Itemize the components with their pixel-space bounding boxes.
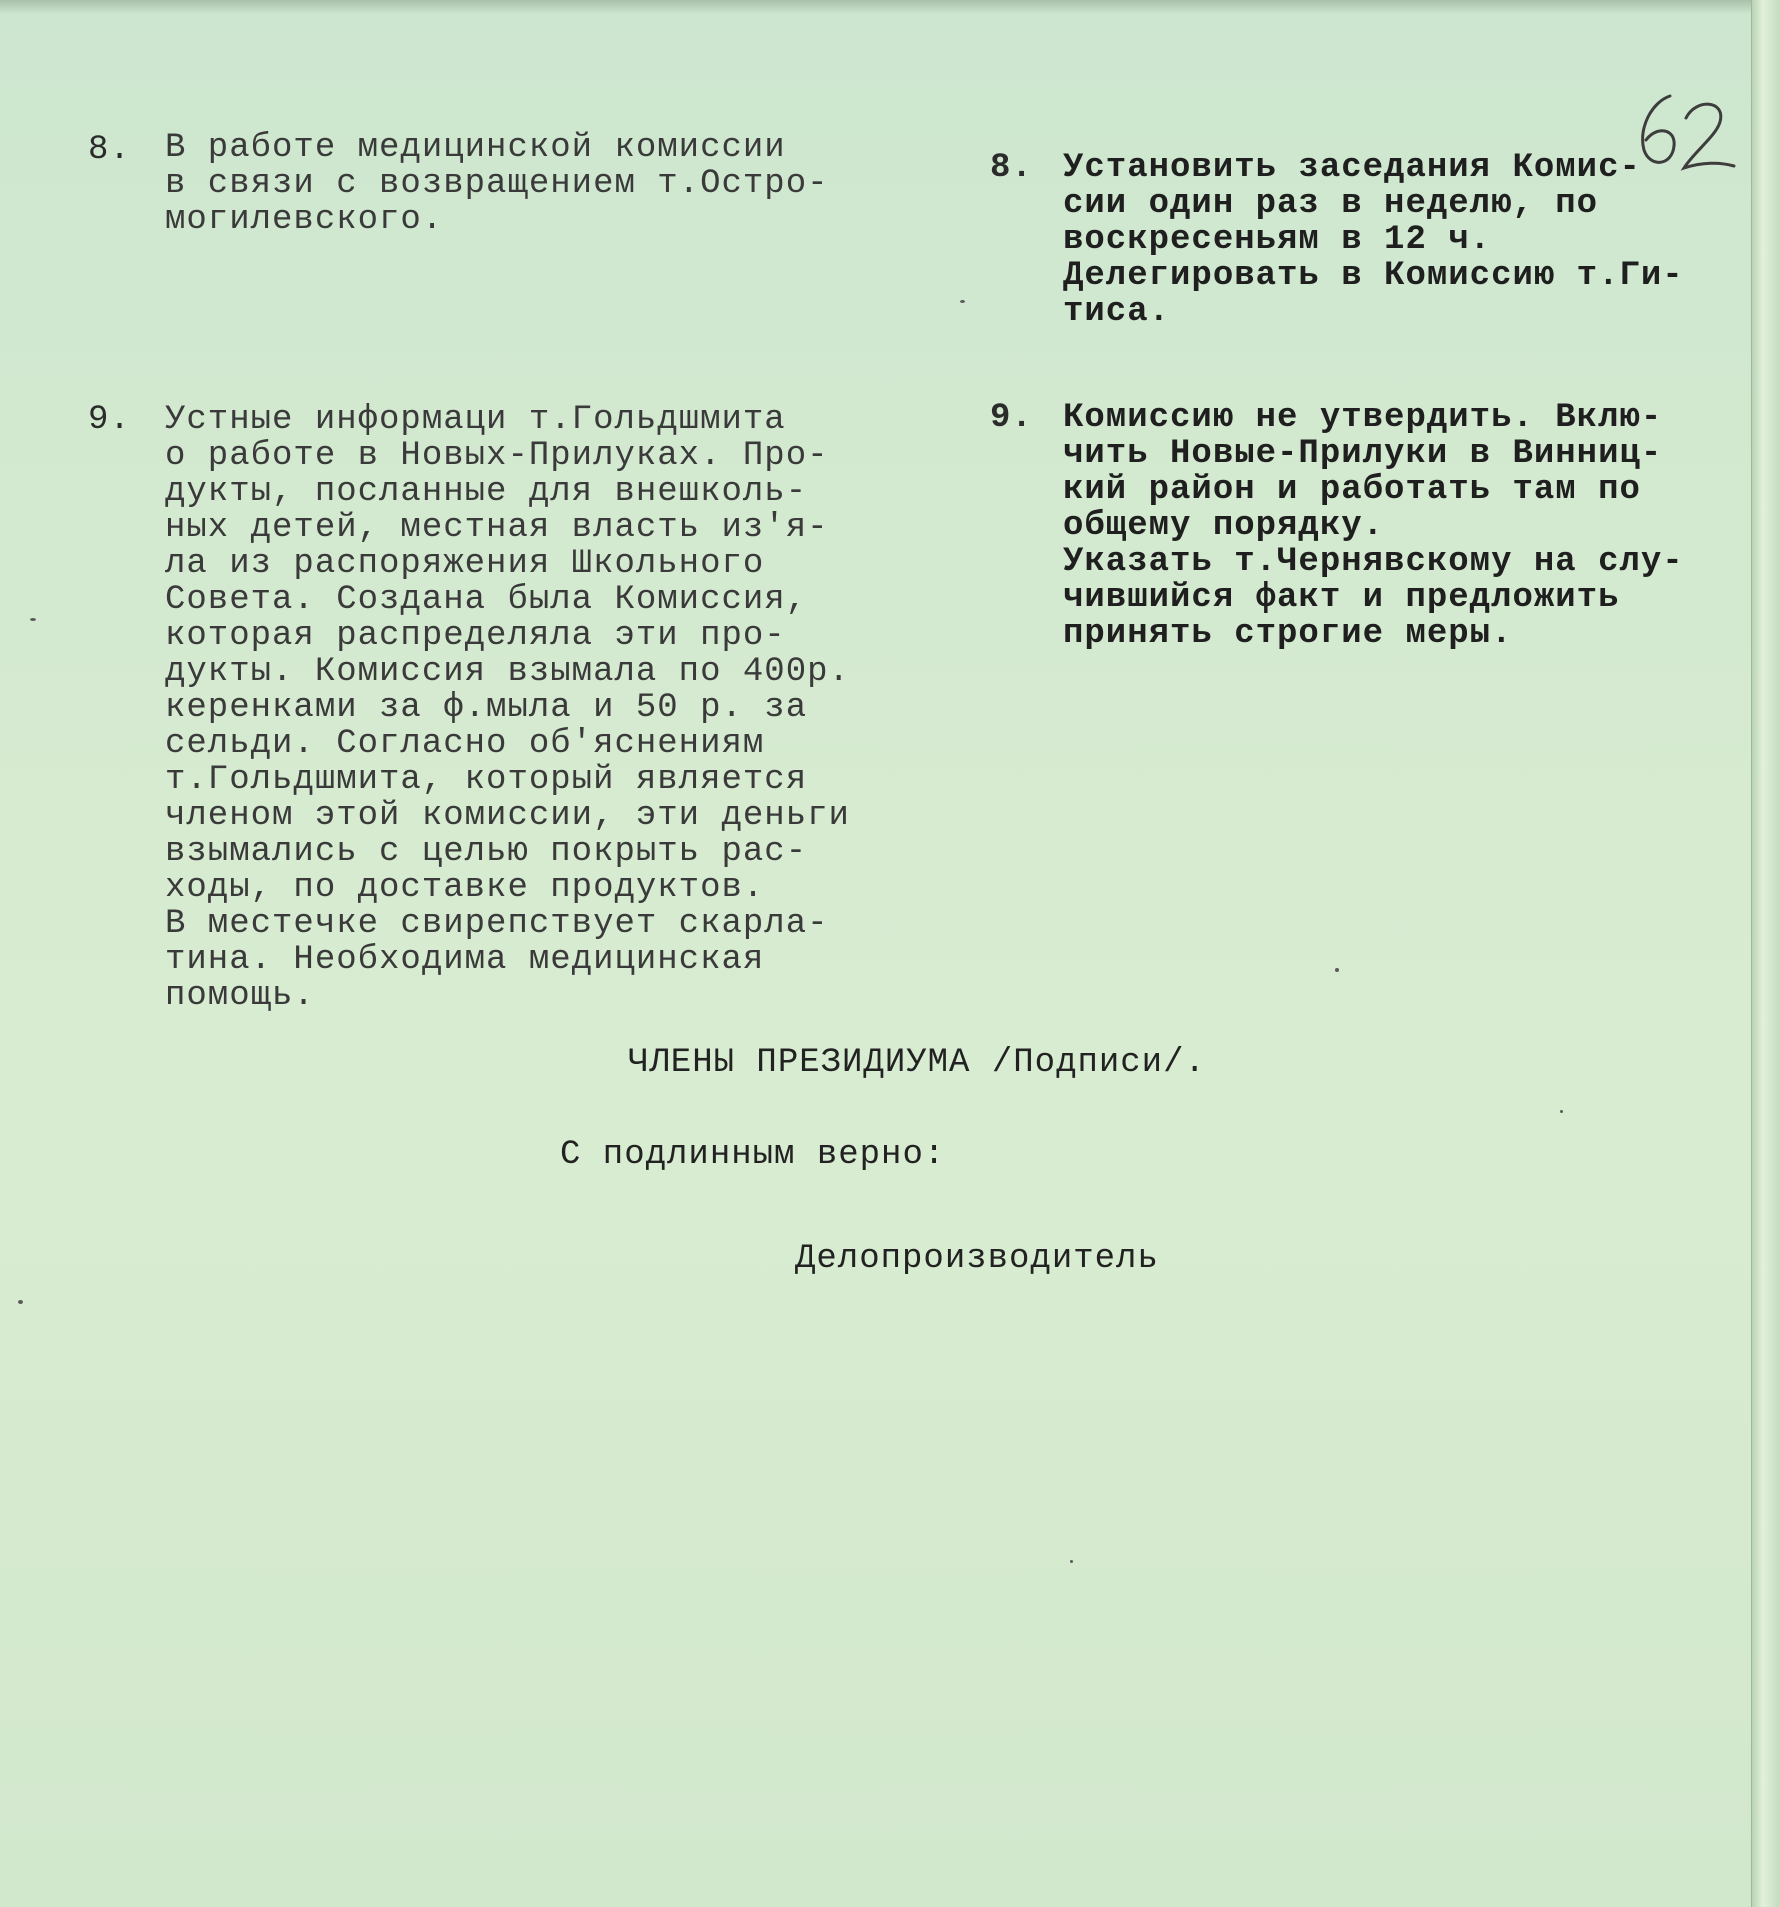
presidium-signatures-line: ЧЛЕНЫ ПРЕЗИДИУМА /Подписи/. [628, 1044, 1206, 1082]
paper-speck [1070, 1560, 1073, 1563]
item-8-resolution-text: Установить заседания Комис- сии один раз в неделю, по воскресеньям в 12 ч. Делегировать в Комиссию т.Ги- тиса. [1063, 149, 1684, 331]
paper-speck [960, 300, 965, 303]
certified-copy-line: С подлинным верно: [560, 1136, 946, 1174]
paper-speck [30, 618, 36, 621]
item-8-number: 8. [88, 131, 131, 169]
paper-speck [1335, 968, 1339, 972]
item-9-resolution-number: 9. [990, 399, 1033, 437]
item-8-resolution-number: 8. [990, 149, 1033, 187]
item-9-number: 9. [88, 401, 131, 439]
clerk-title-line: Делопроизводитель [795, 1240, 1159, 1278]
paper-speck [1560, 1110, 1563, 1113]
page-right-edge [1751, 0, 1780, 1907]
paper-speck [18, 1300, 23, 1304]
page-top-shadow [0, 0, 1755, 14]
item-9-resolution-text: Комиссию не утвердить. Вклю- чить Новые-Прилуки в Винниц- кий район и работать там по общему порядку. Указать т.Чернявскому на слу- чившийся факт и предложить принять строгие меры. [1063, 399, 1684, 653]
item-9-heard-text: Устные информаци т.Гольдшмита о работе в Новых-Прилуках. Про- дукты, посланные для внешколь- ных детей, местная власть из'я- ла из распоряжения Школьного Совета. Создана была Комиссия, которая распределяла эти про- дукты. Комиссия взымала по 400р. керенками за ф.мыла и 50 р. за сельди. Согласно об'яснениям т.Гольдшмита, который является членом этой комиссии, эти деньги взымались с целью покрыть рас- ходы, по доставке продуктов. В местечке свирепствует скарла- тина. Необходима медицинская помощь. [165, 401, 850, 1015]
item-8-heard-text: В работе медицинской комиссии в связи с возвращением т.Остро- могилевского. [165, 129, 829, 239]
